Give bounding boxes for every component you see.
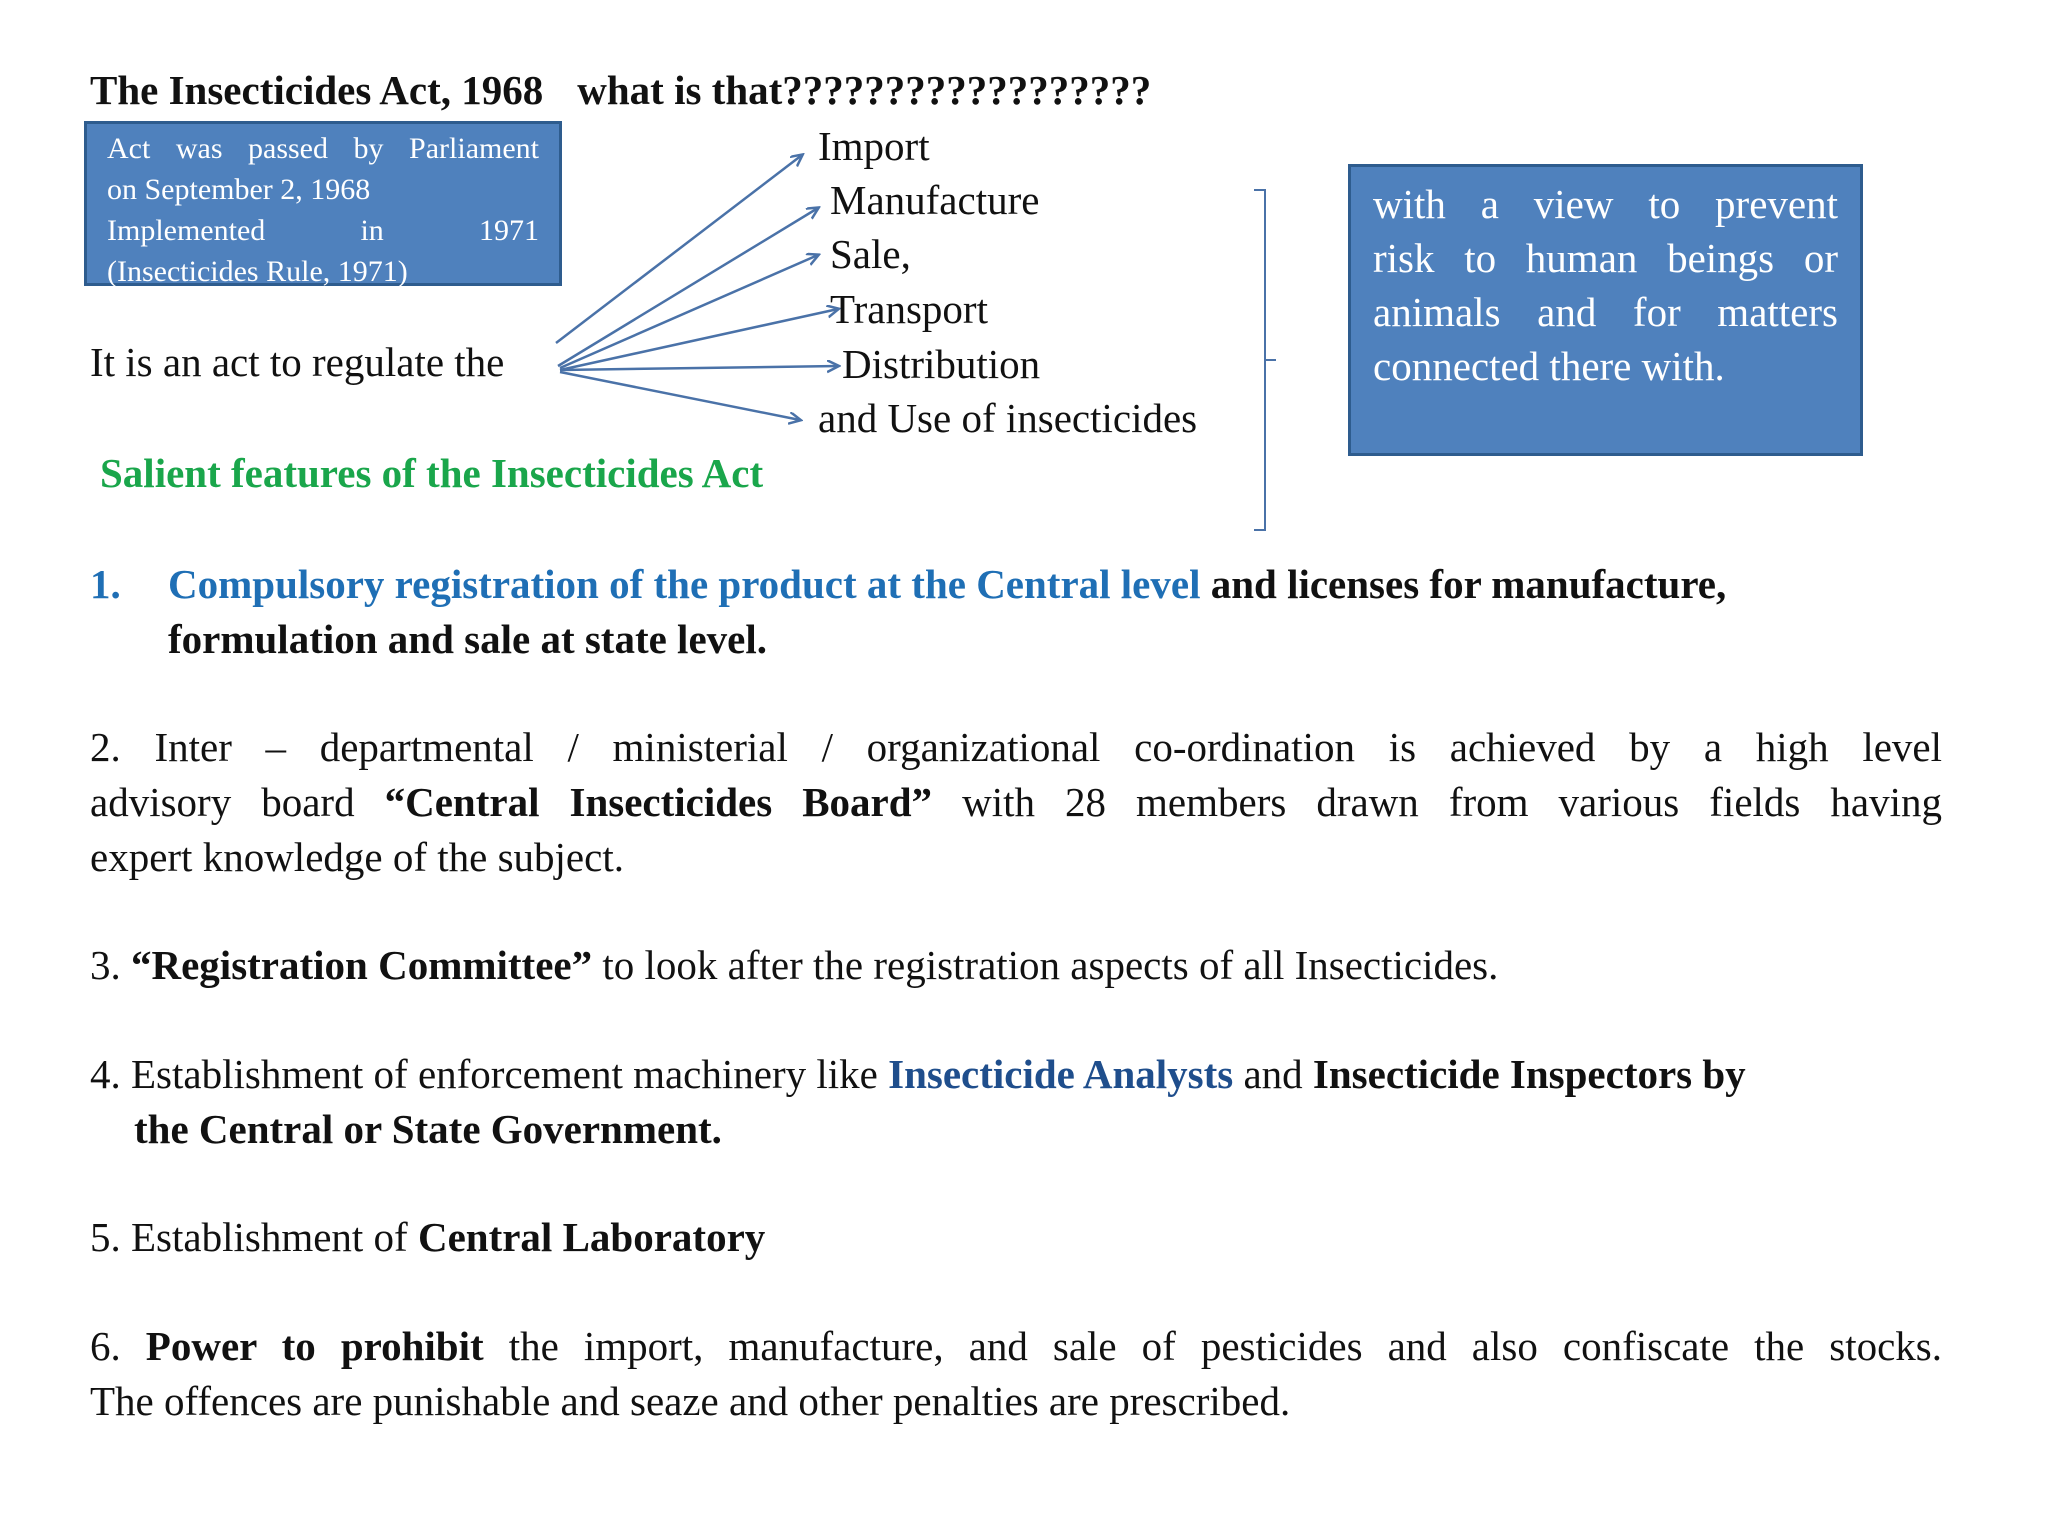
item-distribution: Distribution bbox=[842, 341, 1041, 387]
feature-5-before: 5. Establishment of bbox=[90, 1214, 418, 1260]
item-manufacture: Manufacture bbox=[830, 177, 1040, 223]
feature-4-analysts: Insecticide Analysts bbox=[888, 1051, 1234, 1097]
feature-3 bbox=[90, 938, 1942, 993]
feature-4-inspectors: Insecticide Inspectors by bbox=[1312, 1051, 1746, 1097]
feature-2-line-2 bbox=[90, 775, 1942, 830]
feature-6-number: 6. bbox=[90, 1323, 146, 1369]
feature-2-after: with 28 members drawn from various fields having bbox=[932, 779, 1942, 825]
info-line-4: (Insecticides Rule, 1971) bbox=[107, 255, 408, 288]
info-line-3: Implemented in 1971 bbox=[107, 214, 539, 247]
right-bracket bbox=[1254, 190, 1276, 530]
info-line-1: Act was passed by Parliament bbox=[107, 132, 539, 165]
feature-2 bbox=[90, 720, 1942, 885]
purpose-line-2: risk to human beings or bbox=[1373, 235, 1838, 281]
feature-5 bbox=[90, 1210, 1942, 1265]
feature-6-power: Power to prohibit bbox=[145, 1323, 484, 1369]
title-right: what is that?????????????????? bbox=[577, 67, 1152, 113]
feature-2-line-1: 2. Inter – departmental / ministerial / organizational co-ordination is achieved by a high level bbox=[90, 724, 1942, 770]
feature-2-board: “Central Insecticides Board” bbox=[384, 779, 933, 825]
arrow-use bbox=[560, 372, 800, 420]
item-transport: Transport bbox=[830, 286, 988, 332]
feature-2-line-3: expert knowledge of the subject. bbox=[90, 834, 624, 880]
item-sale: Sale, bbox=[830, 231, 911, 277]
feature-4 bbox=[90, 1047, 1942, 1157]
feature-4-line-2: the Central or State Government. bbox=[134, 1106, 722, 1152]
info-line-2: on September 2, 1968 bbox=[107, 173, 371, 206]
title-left: The Insecticides Act, 1968 bbox=[90, 67, 544, 113]
arrow-distribution bbox=[560, 366, 838, 370]
feature-2-before: advisory board bbox=[90, 779, 385, 825]
regulate-text: It is an act to regulate the bbox=[90, 339, 505, 385]
feature-3-number: 3. bbox=[90, 942, 131, 988]
feature-1-line-2: formulation and sale at state level. bbox=[168, 616, 767, 662]
purpose-line-4: connected there with. bbox=[1373, 343, 1725, 389]
feature-3-committee: “Registration Committee” bbox=[131, 942, 593, 988]
feature-6 bbox=[90, 1319, 1942, 1429]
feature-6-line-2: The offences are punishable and seaze and other penalties are prescribed. bbox=[90, 1378, 1291, 1424]
feature-6-rest: the import, manufacture, and sale of pesticides and also confiscate the stocks. bbox=[483, 1323, 1942, 1369]
feature-6-line-1 bbox=[90, 1319, 1942, 1374]
purpose-line-3: animals and for matters bbox=[1373, 289, 1838, 335]
purpose-box bbox=[1348, 164, 1863, 456]
salient-heading: Salient features of the Insecticides Act bbox=[100, 450, 764, 496]
item-use: and Use of insecticides bbox=[818, 395, 1198, 441]
feature-1-number: 1. bbox=[90, 561, 121, 607]
purpose-line-1: with a view to prevent bbox=[1373, 181, 1838, 227]
feature-1-rest: and licenses for manufacture, bbox=[1200, 561, 1727, 607]
feature-1 bbox=[90, 557, 1942, 667]
feature-4-middle: and bbox=[1233, 1051, 1313, 1097]
feature-3-rest: to look after the registration aspects of all Insecticides. bbox=[592, 942, 1499, 988]
feature-4-before: 4. Establishment of enforcement machinery like bbox=[90, 1051, 889, 1097]
feature-5-laboratory: Central Laboratory bbox=[417, 1214, 766, 1260]
item-import: Import bbox=[818, 123, 930, 169]
feature-1-blue: Compulsory registration of the product at the Central level bbox=[168, 561, 1201, 607]
